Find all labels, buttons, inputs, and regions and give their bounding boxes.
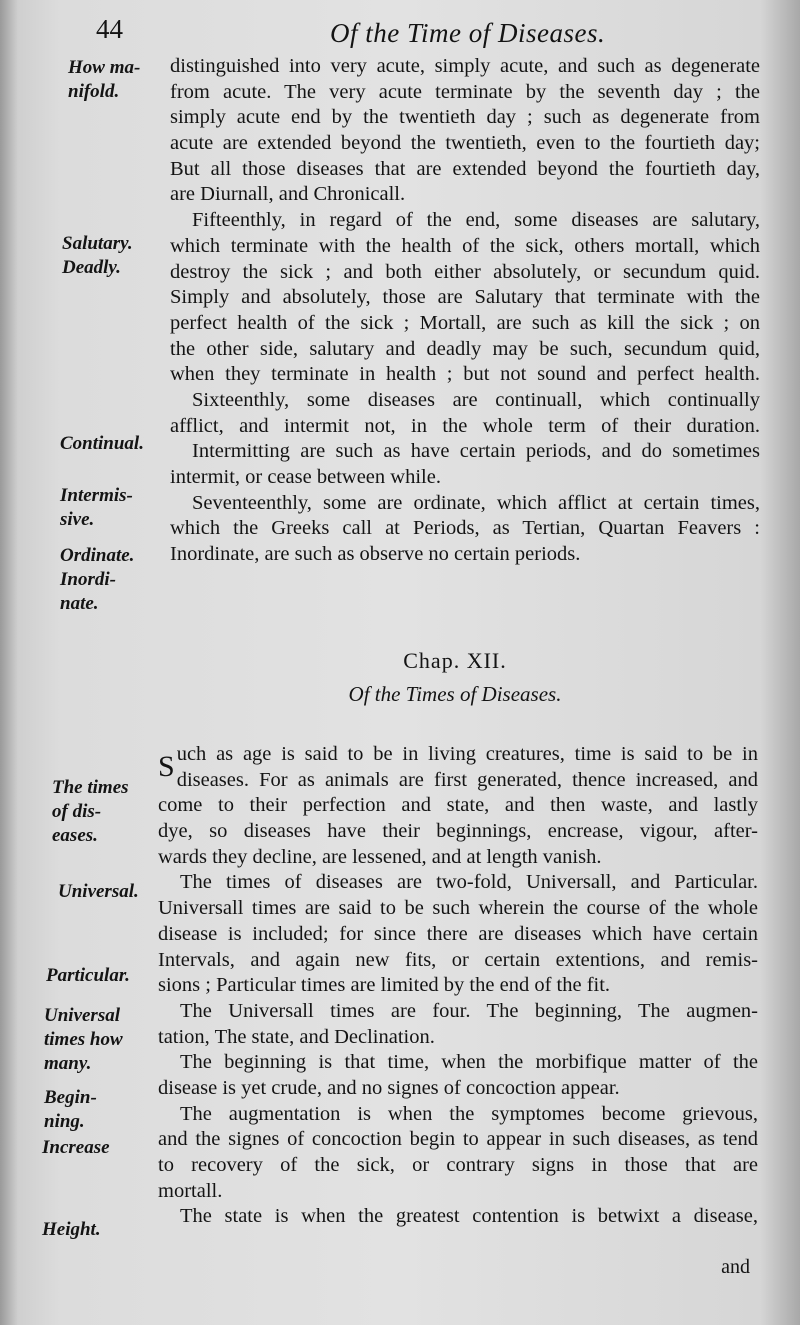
margin-note-ordinate: Ordinate. (60, 545, 135, 566)
text-line: destroy the sick ; and both either absolutely, or secundum quid. (170, 260, 760, 283)
margin-note-continual: Continual. (60, 433, 144, 454)
margin-note-beginning: Begin- ning. (44, 1087, 97, 1132)
text-line: sions ; Particular times are limited by the end of the fit. (158, 974, 611, 997)
text-block-section-2 (158, 742, 758, 1230)
text-line: uch as age is said to be in living creatures, time is said to be in (176, 743, 758, 765)
margin-note-salutary: Salutary. (62, 233, 133, 254)
text-line: when they terminate in health ; but not sound and perfect health. (170, 363, 760, 386)
text-line: disease is yet crude, and no signes of concoction appear. (158, 1076, 620, 1099)
text-line: mortall. (158, 1179, 223, 1202)
text-line: disease is included; for since there are diseases which have certain (158, 922, 758, 945)
margin-note-particular: Particular. (46, 965, 130, 986)
text-line: The augmentation is when the symptomes become grievous, (180, 1102, 758, 1125)
text-line: dye, so diseases have their beginnings, encrease, vigour, after- (158, 820, 758, 843)
text-line: which the Greeks call at Periods, as Tertian, Quartan Feavers : (170, 517, 760, 540)
text-line: acute are extended beyond the twentieth, even to the fourtieth day; (170, 132, 760, 155)
text-line: diseases. For as animals are first generated, thence increased, and (176, 768, 758, 791)
text-line: The Universall times are four. The beginning, The augmen- (180, 999, 758, 1022)
text-block-section-1 (170, 54, 760, 568)
text-line: intermit, or cease between while. (170, 466, 441, 488)
text-line: come to their perfection and state, and then waste, and lastly (158, 794, 758, 817)
margin-note-deadly: Deadly. (62, 257, 121, 278)
text-line: Universall times are said to be such wherein the course of the whole (158, 897, 758, 920)
drop-cap: S (158, 750, 175, 783)
text-line: The state is when the greatest contention is betwixt a disease, (180, 1205, 758, 1228)
text-line: are Diurnall, and Chronicall. (170, 183, 406, 206)
running-head: Of the Time of Diseases. (330, 18, 606, 48)
text-line: the other side, salutary and deadly may be such, secundum quid, (170, 337, 760, 360)
text-line: simply acute end by the twentieth day ; such as degenerate from (170, 106, 760, 129)
text-line: But all those diseases that are extended beyond the fourtieth day, (170, 157, 760, 180)
text-line: and the signes of concoction begin to appear in such diseases, as tend (158, 1128, 758, 1151)
margin-note-times-of-diseases: The times of dis- eases. (52, 777, 129, 846)
text-line: Inordinate, are such as observe no certain periods. (170, 543, 581, 566)
text-line: Seventeenthly, some are ordinate, which afflict at certain times, (192, 491, 760, 514)
text-line: from acute. The very acute terminate by the seventh day ; the (170, 80, 760, 103)
text-line: to recovery of the sick, or contrary signs in those that are (158, 1154, 758, 1176)
text-line: which terminate with the health of the sick, others mortall, which (170, 234, 760, 257)
text-line: Intermitting are such as have certain periods, and do sometimes (192, 440, 760, 463)
text-line: afflict, and intermit not, in the whole term of their duration. (170, 414, 760, 437)
margin-note-increase: Increase (42, 1137, 110, 1158)
text-line: The beginning is that time, when the morbifique matter of the (180, 1051, 758, 1074)
chapter-subtitle: Of the Times of Diseases. (348, 682, 562, 706)
margin-note-inordinate: Inordi- nate. (60, 569, 116, 614)
text-line: Fifteenthly, in regard of the end, some diseases are salutary, (192, 209, 760, 232)
margin-note-universal-times: Universal times how many. (44, 1005, 123, 1074)
text-line: Simply and absolutely, those are Salutary that terminate with the (170, 286, 760, 309)
text-line: distinguished into very acute, simply acute, and such as degenerate (170, 55, 760, 77)
text-line: wards they decline, are lessened, and at length vanish. (158, 845, 602, 868)
text-line: tation, The state, and Declination. (158, 1025, 435, 1048)
catchword: and (721, 1256, 750, 1278)
page-number: 44 (96, 14, 123, 44)
text-line: perfect health of the sick ; Mortall, are such as kill the sick ; on (170, 311, 760, 334)
margin-note-height: Height. (42, 1219, 101, 1240)
text-line: The times of diseases are two-fold, Universall, and Particular. (180, 871, 758, 894)
margin-note-universal: Universal. (58, 881, 139, 902)
text-line: Intervals, and again new fits, or certain extentions, and remis- (158, 948, 758, 971)
chapter-title: Chap. XII. (403, 648, 507, 673)
text-line: Sixteenthly, some diseases are continuall, which continually (192, 388, 760, 411)
margin-note-how-manifold: How ma- nifold. (68, 57, 141, 102)
margin-note-intermissive: Intermis- sive. (60, 485, 133, 530)
